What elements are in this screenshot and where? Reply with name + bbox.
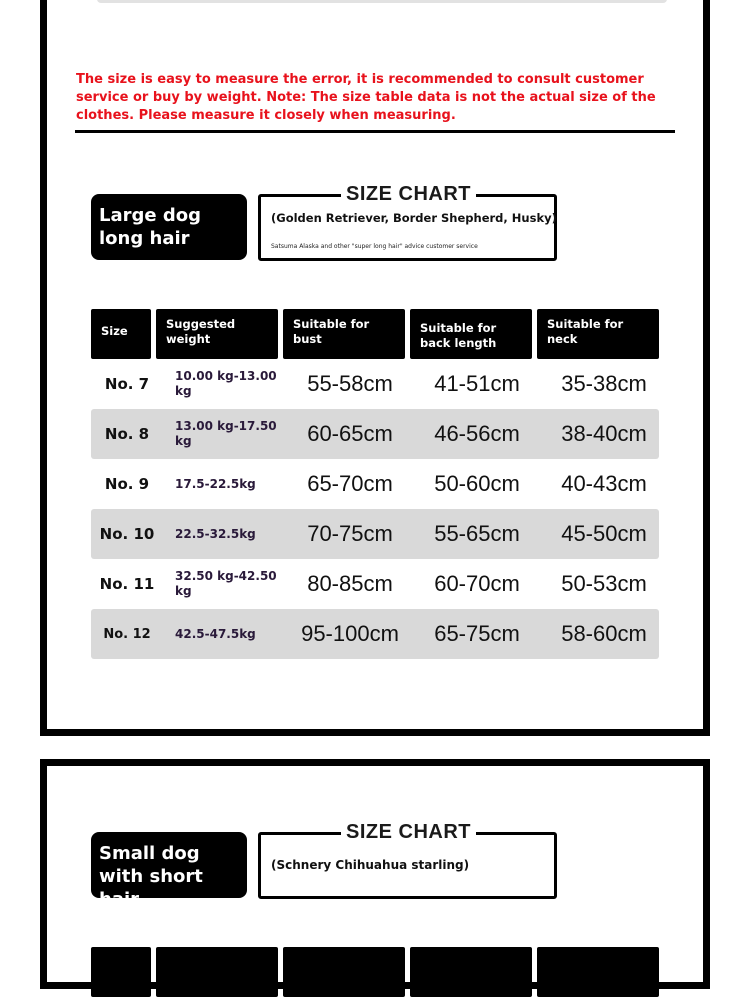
table-row bbox=[91, 559, 659, 609]
divider bbox=[75, 130, 675, 133]
bust-cell: 70-75cm bbox=[307, 521, 393, 546]
large-dog-tag bbox=[91, 194, 247, 260]
tag-line-1: Large dog bbox=[99, 205, 201, 226]
weight-cell: 17.5-22.5kg bbox=[175, 476, 256, 491]
table-row bbox=[91, 459, 659, 509]
header-neck: Suitable for neck bbox=[537, 309, 659, 359]
back-length-cell: 65-75cm bbox=[434, 621, 520, 646]
header-cell bbox=[91, 947, 151, 997]
neck-cell: 38-40cm bbox=[561, 421, 647, 446]
neck-cell: 50-53cm bbox=[561, 571, 647, 596]
back-length-cell: 60-70cm bbox=[434, 571, 520, 596]
back-length-cell: 41-51cm bbox=[434, 371, 520, 396]
size-cell: No. 10 bbox=[99, 525, 155, 543]
back-length-cell: 50-60cm bbox=[434, 471, 520, 496]
size-chart-box bbox=[258, 821, 557, 899]
small-dog-tag bbox=[91, 832, 247, 910]
table-row bbox=[91, 509, 659, 559]
weight-cell: 22.5-32.5kg bbox=[175, 526, 256, 541]
header-cell bbox=[283, 947, 405, 997]
size-chart-breeds: (Schnery Chihuahua starling) bbox=[271, 858, 470, 872]
tag-line-2: with short hair bbox=[99, 866, 203, 910]
neck-cell: 35-38cm bbox=[561, 371, 647, 396]
bust-cell: 65-70cm bbox=[307, 471, 393, 496]
weight-cell: 42.5-47.5kg bbox=[175, 626, 256, 641]
size-cell: No. 12 bbox=[103, 626, 151, 642]
header-size: Size bbox=[91, 309, 151, 359]
table-row bbox=[91, 409, 659, 459]
size-cell: No. 8 bbox=[104, 425, 150, 443]
bust-cell: 60-65cm bbox=[307, 421, 393, 446]
size-chart-title: SIZE CHART bbox=[341, 821, 476, 843]
size-chart-box bbox=[258, 183, 557, 261]
size-cell: No. 9 bbox=[104, 475, 150, 493]
size-chart-note: Satsuma Alaska and other "super long hair" advice customer service bbox=[271, 243, 478, 250]
table-row bbox=[91, 609, 659, 659]
size-cell: No. 7 bbox=[104, 375, 150, 393]
weight-cell: 32.50 kg-42.50 kg bbox=[175, 569, 277, 598]
large-dog-size-panel bbox=[40, 0, 710, 736]
previous-table-row-fragment bbox=[97, 0, 667, 3]
header-cell bbox=[156, 947, 278, 997]
neck-cell: 45-50cm bbox=[561, 521, 647, 546]
header-cell bbox=[410, 947, 532, 997]
neck-cell: 40-43cm bbox=[561, 471, 647, 496]
weight-cell: 10.00 kg-13.00 kg bbox=[175, 369, 277, 398]
neck-cell: 58-60cm bbox=[561, 621, 647, 646]
table-row bbox=[91, 359, 659, 409]
back-length-cell: 55-65cm bbox=[434, 521, 520, 546]
header-cell bbox=[537, 947, 659, 997]
back-length-cell: 46-56cm bbox=[434, 421, 520, 446]
header-bust: Suitable for bust bbox=[283, 309, 405, 359]
size-cell: No. 11 bbox=[99, 575, 155, 593]
bust-cell: 95-100cm bbox=[301, 621, 399, 646]
header-back-length: Suitable for back length bbox=[410, 309, 532, 359]
tag-line-2: long hair bbox=[99, 228, 190, 249]
header-weight: Suggested weight bbox=[156, 309, 278, 359]
tag-line-1: Small dog bbox=[99, 843, 200, 864]
size-chart-title: SIZE CHART bbox=[341, 183, 476, 205]
weight-cell: 13.00 kg-17.50 kg bbox=[175, 419, 277, 448]
measurement-notice: The size is easy to measure the error, it is recommended to consult customer service or buy by weight. Note: The size table data is not the actual size of the clothes. Please measure it closely when measuring. bbox=[76, 72, 656, 123]
bust-cell: 55-58cm bbox=[307, 371, 393, 396]
small-dog-size-panel bbox=[40, 759, 710, 989]
bust-cell: 80-85cm bbox=[307, 571, 393, 596]
size-chart-breeds: (Golden Retriever, Border Shepherd, Husky) bbox=[271, 211, 557, 225]
